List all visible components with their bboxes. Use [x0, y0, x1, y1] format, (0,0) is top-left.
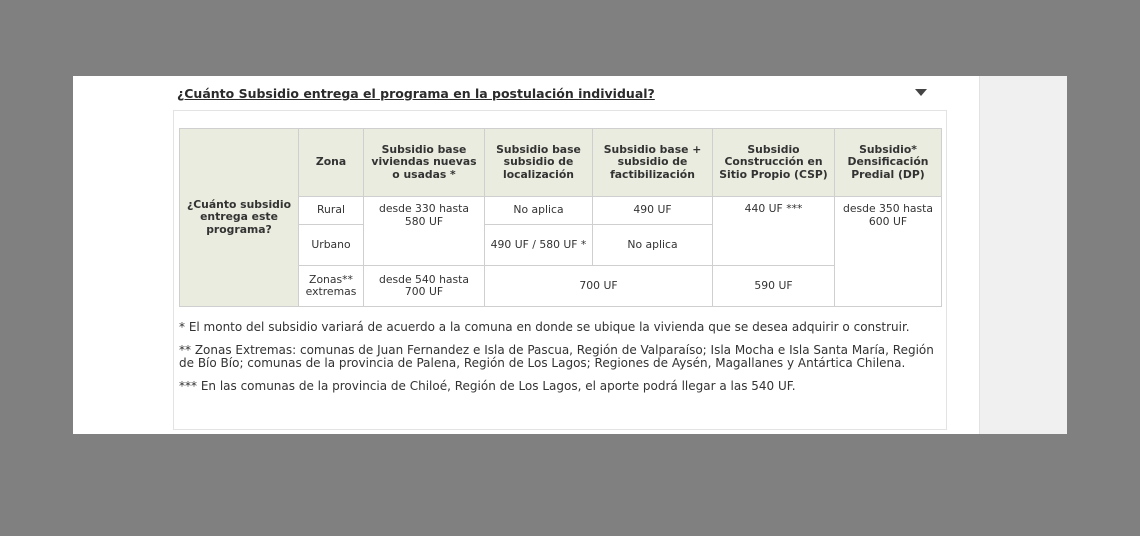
col-header-localizacion: Subsidio base subsidio de localización [485, 129, 593, 197]
footnotes [179, 321, 939, 403]
subsidy-table [179, 128, 942, 307]
cell-csp-rural-urbano: 440 UF *** [713, 197, 835, 266]
col-header-csp: Subsidio Construcción en Sitio Propio (CSP) [713, 129, 835, 197]
cell-factibilizacion-rural: 490 UF [593, 197, 713, 225]
accordion-question-link[interactable]: ¿Cuánto Subsidio entrega el programa en la postulación individual? [177, 86, 655, 101]
footnote-1: * El monto del subsidio variará de acuerdo a la comuna en donde se ubique la vivienda que se desea adquirir o construir. [179, 320, 910, 334]
zone-rural: Rural [299, 197, 364, 225]
cell-base-rural-urbano: desde 330 hasta 580 UF [364, 197, 485, 266]
zone-urbano: Urbano [299, 225, 364, 266]
cell-dp-all: desde 350 hasta 600 UF [835, 197, 942, 307]
row-header-question: ¿Cuánto subsidio entrega este programa? [180, 129, 299, 307]
footnote-2: ** Zonas Extremas: comunas de Juan Fernandez e Isla de Pascua, Región de Valparaíso; Isla Mocha e Isla Santa María, Región de Bío Bío; comunas de la provincia de Palena, Región de Los Lagos; Regiones de Aysén, Magallanes y Antártica Chilena. [179, 343, 934, 370]
zone-extremas: Zonas** extremas [299, 266, 364, 307]
side-strip [979, 76, 1067, 434]
col-header-base: Subsidio base viviendas nuevas o usadas * [364, 129, 485, 197]
cell-csp-extremas: 590 UF [713, 266, 835, 307]
accordion-panel [173, 110, 947, 430]
cell-localizacion-rural: No aplica [485, 197, 593, 225]
cell-loc-fact-extremas: 700 UF [485, 266, 713, 307]
footnote-3: *** En las comunas de la provincia de Chiloé, Región de Los Lagos, el aporte podrá llegar a las 540 UF. [179, 379, 796, 393]
col-header-factibilizacion: Subsidio base + subsidio de factibilización [593, 129, 713, 197]
table-header-row [180, 129, 942, 197]
cell-localizacion-urbano: 490 UF / 580 UF * [485, 225, 593, 266]
content-card [73, 76, 1067, 434]
chevron-down-icon[interactable] [915, 89, 927, 96]
col-header-dp: Subsidio* Densificación Predial (DP) [835, 129, 942, 197]
cell-factibilizacion-urbano: No aplica [593, 225, 713, 266]
cell-base-extremas: desde 540 hasta 700 UF [364, 266, 485, 307]
col-header-zona: Zona [299, 129, 364, 197]
